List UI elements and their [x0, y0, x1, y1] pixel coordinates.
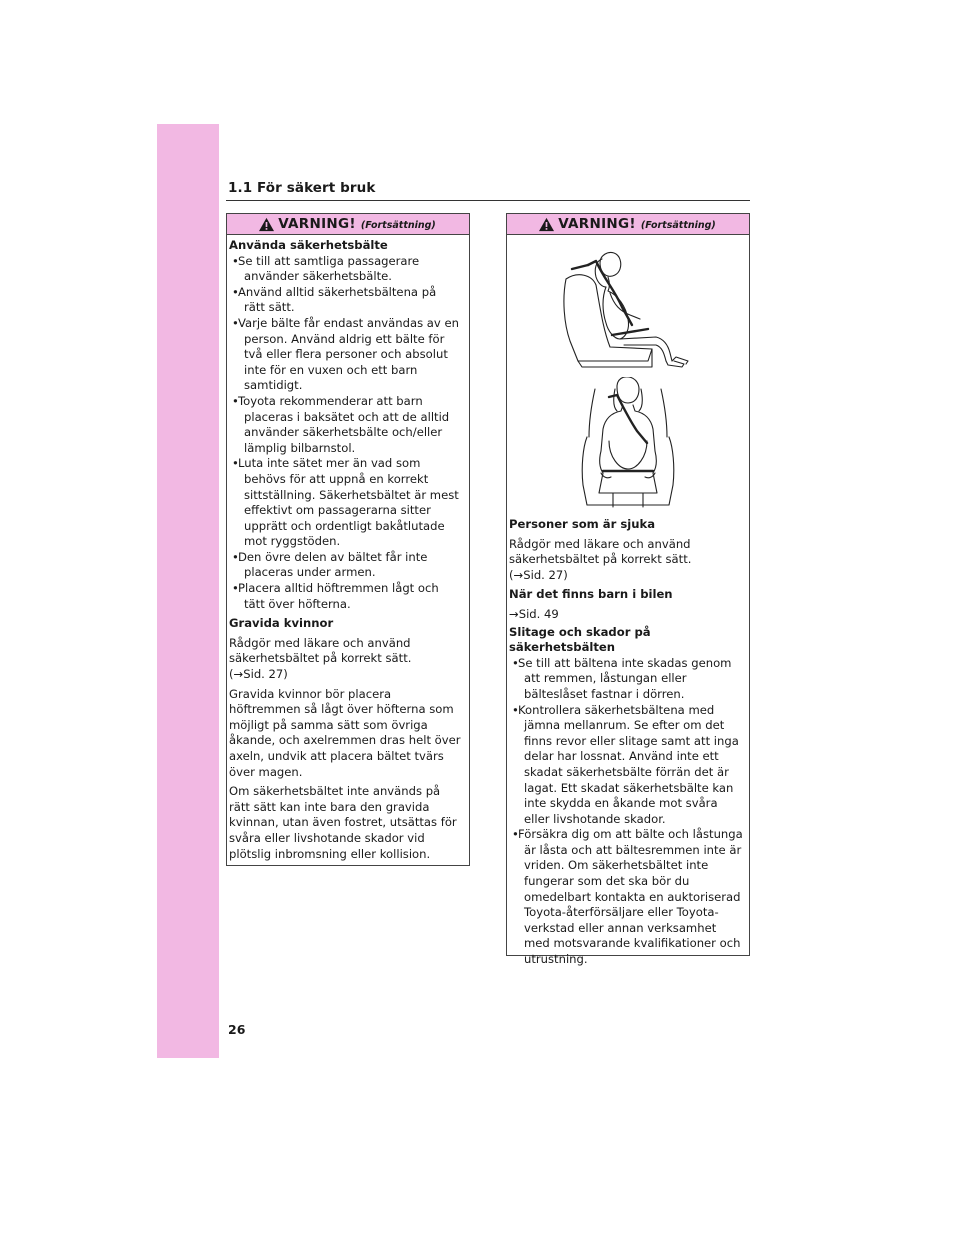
- warning-content-left: [227, 235, 469, 862]
- continued-label: (Fortsättning): [640, 219, 716, 231]
- list-item: • Se till att samtliga passagerare använder säkerhetsbälte.: [229, 254, 463, 285]
- heading-pregnant-women: Gravida kvinnor: [229, 616, 334, 631]
- page-number: 26: [228, 1022, 246, 1037]
- warning-content-right: [507, 517, 749, 968]
- section-rule: [226, 200, 750, 201]
- warning-triangle-icon: [538, 217, 555, 232]
- page-reference: →Sid. 49: [509, 606, 559, 621]
- warning-header: [507, 214, 749, 235]
- heading-seatbelt-use: Använda säkerhetsbälte: [229, 238, 388, 252]
- list-item: • Den övre delen av bältet får inte placeras under armen.: [229, 550, 463, 581]
- list-item: • Varje bälte får endast användas av en person. Använd aldrig ett bälte för två eller flera personer och absolut inte för en vuxen och ett barn samtidigt.: [229, 316, 463, 394]
- list-item: • Toyota rekommenderar att barn placeras i baksätet och att de alltid använder säkerhetsbälte och/eller lämplig bilbarnstol.: [229, 394, 463, 456]
- paragraph: Om säkerhetsbältet inte används på rätt sätt kan inte bara den gravida kvinnan, utan även fostret, utsättas för svåra eller livshotande skador vid plötslig inbromsning eller kollision.: [229, 784, 457, 861]
- paragraph: Rådgör med läkare och använd säkerhetsbältet på korrekt sätt. (→Sid. 27): [509, 537, 743, 584]
- warning-label: VARNING!: [558, 216, 636, 232]
- page-reference: (→Sid. 27): [229, 667, 288, 682]
- pregnant-woman-side-illustration: [548, 249, 708, 369]
- pregnant-woman-front-illustration: [573, 377, 683, 509]
- warning-header: [227, 214, 469, 235]
- section-title: 1.1 För säkert bruk: [228, 180, 376, 196]
- list-item: • Se till att bältena inte skadas genom att remmen, låstungan eller bälteslåset fastnar i dörren.: [509, 656, 743, 703]
- page-reference: (→Sid. 27): [509, 567, 568, 582]
- list-item: • Försäkra dig om att bälte och låstunga är låsta och att bältesremmen inte är vriden. Om säkerhetsbältet inte fungerar som det ska bör du omedelbart kontakta en auktoriserad Toyota-återförsäljare eller Toyota-verkstad eller annan verksamhet med motsvarande kvalifikationer och utrustning.: [509, 827, 743, 967]
- paragraph: Gravida kvinnor bör placera höftremmen så lågt över höfterna som möjligt på samma sätt som övriga åkande, och axelremmen dras helt över axeln, undvik att placera bältet tvärs över magen.: [229, 686, 461, 779]
- list-item: • Kontrollera säkerhetsbältena med jämna mellanrum. Se efter om det finns revor eller slitage samt att inga delar har lossnat. Använd inte ett skadat säkerhetsbälte förrän det är lagat. Ett skadat säkerhetsbälte kan inte skydda en åkande mot svåra eller livshotande skador.: [509, 703, 743, 828]
- paragraph: Rådgör med läkare och använd säkerhetsbältet på korrekt sätt. (→Sid. 27): [229, 636, 463, 683]
- heading-wear-and-damage: Slitage och skador på säkerhetsbälten: [509, 624, 651, 655]
- warning-box-left: [226, 213, 470, 866]
- page-side-tab: [157, 124, 219, 1058]
- heading-children-in-car: När det finns barn i bilen: [509, 587, 673, 602]
- warning-label: VARNING!: [278, 216, 356, 232]
- heading-sick-persons: Personer som är sjuka: [509, 517, 656, 531]
- list-item: • Luta inte sätet mer än vad som behövs för att uppnå en korrekt sittställning. Säkerhetsbältet är mest effektivt om passagerarna sitter upprätt och ordentligt bakåtlutade mot ryggstöden.: [229, 456, 463, 550]
- continued-label: (Fortsättning): [360, 219, 436, 231]
- list-item: • Placera alltid höftremmen lågt och tätt över höfterna.: [229, 581, 463, 612]
- warning-box-right: [506, 213, 750, 967]
- warning-triangle-icon: [258, 217, 275, 232]
- list-item: • Använd alltid säkerhetsbältena på rätt sätt.: [229, 285, 463, 316]
